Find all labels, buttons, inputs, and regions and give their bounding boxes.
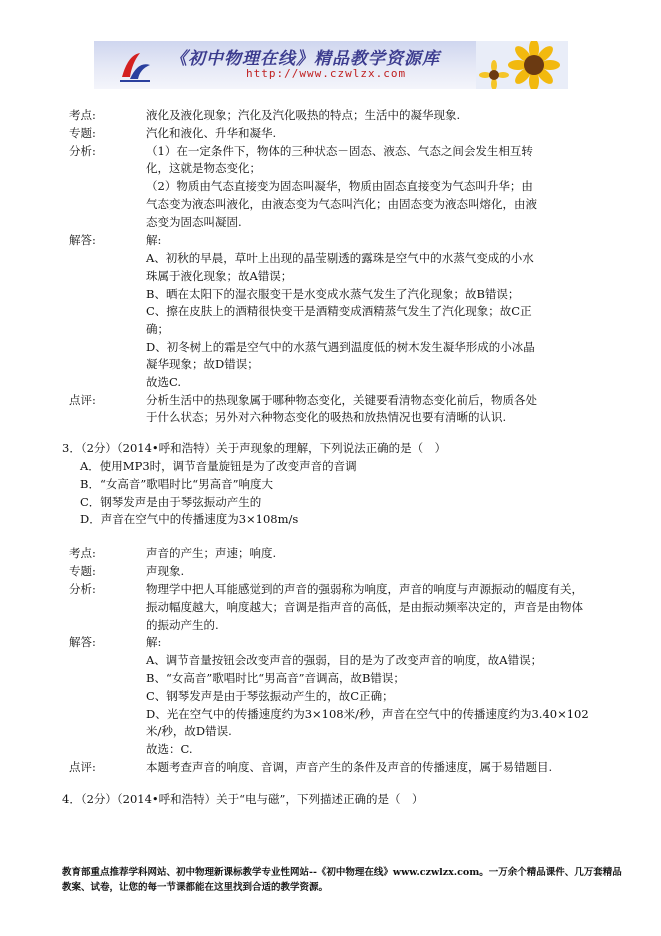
header-banner	[94, 41, 568, 89]
fenxi-label: 分析:	[69, 582, 96, 596]
banner-title: 《初中物理在线》精品教学资源库	[170, 49, 440, 69]
kaodian-text: 液化及液化现象；汽化及汽化吸热的特点；生活中的凝华现象.	[146, 108, 461, 122]
jieda-line: D、光在空气中的传播速度约为3×108米/秒，声音在空气中的传播速度约为3.40×102	[146, 707, 589, 721]
jieda-line: 故选：C.	[146, 742, 193, 756]
fenxi-line: 物理学中把人耳能感觉到的声音的强弱称为响度，声音的响度与声源振动的幅度有关，	[146, 582, 583, 596]
kaodian-label: 考点:	[69, 546, 96, 560]
dianping-label: 点评:	[69, 760, 96, 774]
jieda-line: A、初秋的早晨，草叶上出现的晶莹剔透的露珠是空气中的水蒸气变成的小水	[146, 251, 534, 265]
zhuanti-label: 专题:	[69, 126, 96, 140]
dianping-line: 分析生活中的热现象属于哪种物态变化，关键要看清物态变化前后，物质各处	[146, 393, 537, 407]
jieda-line: 解:	[146, 635, 162, 649]
jieda-line: 解:	[146, 233, 162, 247]
fenxi-line: （2）物质由气态直接变为固态叫凝华，物质由固态直接变为气态叫升华；由	[146, 179, 533, 193]
fenxi-line: 振动幅度越大，响度越大；音调是指声音的高低，是由振动频率决定的，声音是由物体	[146, 600, 583, 614]
dianping-text: 本题考查声音的响度、音调，声音产生的条件及声音的传播速度，属于易错题目.	[146, 760, 553, 774]
option-d: D．声音在空气中的传播速度为3×108m/s	[80, 512, 299, 526]
question-4-stem: 4．（2分）（2014•呼和浩特）关于“电与磁”，下列描述正确的是（ ）	[62, 792, 424, 806]
jieda-line: 故选C.	[146, 375, 182, 389]
jieda-line: D、初冬树上的霜是空气中的水蒸气遇到温度低的树木发生凝华形成的小冰晶	[146, 340, 535, 354]
option-a: A．使用MP3时，调节音量旋钮是为了改变声音的音调	[80, 459, 357, 473]
jieda-line: 珠属于液化现象；故A错误；	[146, 269, 293, 283]
question-3-stem: 3．（2分）（2014•呼和浩特）关于声现象的理解，下列说法正确的是（ ）	[62, 441, 447, 455]
fenxi-label: 分析:	[69, 144, 96, 158]
zhuanti-label: 专题:	[69, 564, 96, 578]
fenxi-line: 的振动产生的.	[146, 618, 219, 632]
jieda-label: 解答:	[69, 233, 96, 247]
jieda-line: 米/秒，故D错误.	[146, 724, 232, 738]
dianping-label: 点评:	[69, 393, 96, 407]
jieda-line: A、调节音量按钮会改变声音的强弱，目的是为了改变声音的响度，故A错误；	[146, 653, 543, 667]
jieda-line: 凝华现象；故D错误；	[146, 357, 259, 371]
banner-url: http://www.czwlzx.com	[246, 67, 407, 80]
jieda-line: B、晒在太阳下的湿衣服变干是水变成水蒸气发生了汽化现象；故B错误；	[146, 287, 520, 301]
fenxi-line: 气态变为液态叫液化，由液态变为气态叫汽化；由固态变为液态叫熔化，由液	[146, 197, 537, 211]
kaodian-text: 声音的产生；声速；响度.	[146, 546, 277, 560]
option-c: C．钢琴发声是由于琴弦振动产生的	[80, 495, 262, 509]
fenxi-line: 化，这就是物态变化；	[146, 161, 261, 175]
logo-icon	[118, 51, 152, 83]
jieda-line: 确；	[146, 322, 169, 336]
footer-note: 教育部重点推荐学科网站、初中物理新课标教学专业性网站--《初中物理在线》www.czwlzx.com。一万余个精品课件、几万套精品教案、试卷，让您的每一节课都能在这里找到合适的教学资源。	[62, 867, 622, 893]
zhuanti-text: 汽化和液化、升华和凝华.	[146, 126, 277, 140]
option-b: B．“女高音”歌唱时比“男高音”响度大	[80, 477, 273, 491]
jieda-line: B、“女高音”歌唱时比“男高音”音调高，故B错误；	[146, 671, 405, 685]
sunflower-icon	[476, 41, 568, 89]
kaodian-label: 考点:	[69, 108, 96, 122]
jieda-line: C、钢琴发声是由于琴弦振动产生的，故C正确；	[146, 689, 394, 703]
zhuanti-text: 声现象.	[146, 564, 185, 578]
jieda-label: 解答:	[69, 635, 96, 649]
fenxi-line: 态变为固态叫凝固.	[146, 215, 242, 229]
fenxi-line: （1）在一定条件下，物体的三种状态－固态、液态、气态之间会发生相互转	[146, 144, 533, 158]
jieda-line: C、擦在皮肤上的酒精很快变干是酒精变成酒精蒸气发生了汽化现象；故C正	[146, 304, 532, 318]
dianping-line: 于什么状态；另外对六种物态变化的吸热和放热情况也要有清晰的认识.	[146, 410, 507, 424]
